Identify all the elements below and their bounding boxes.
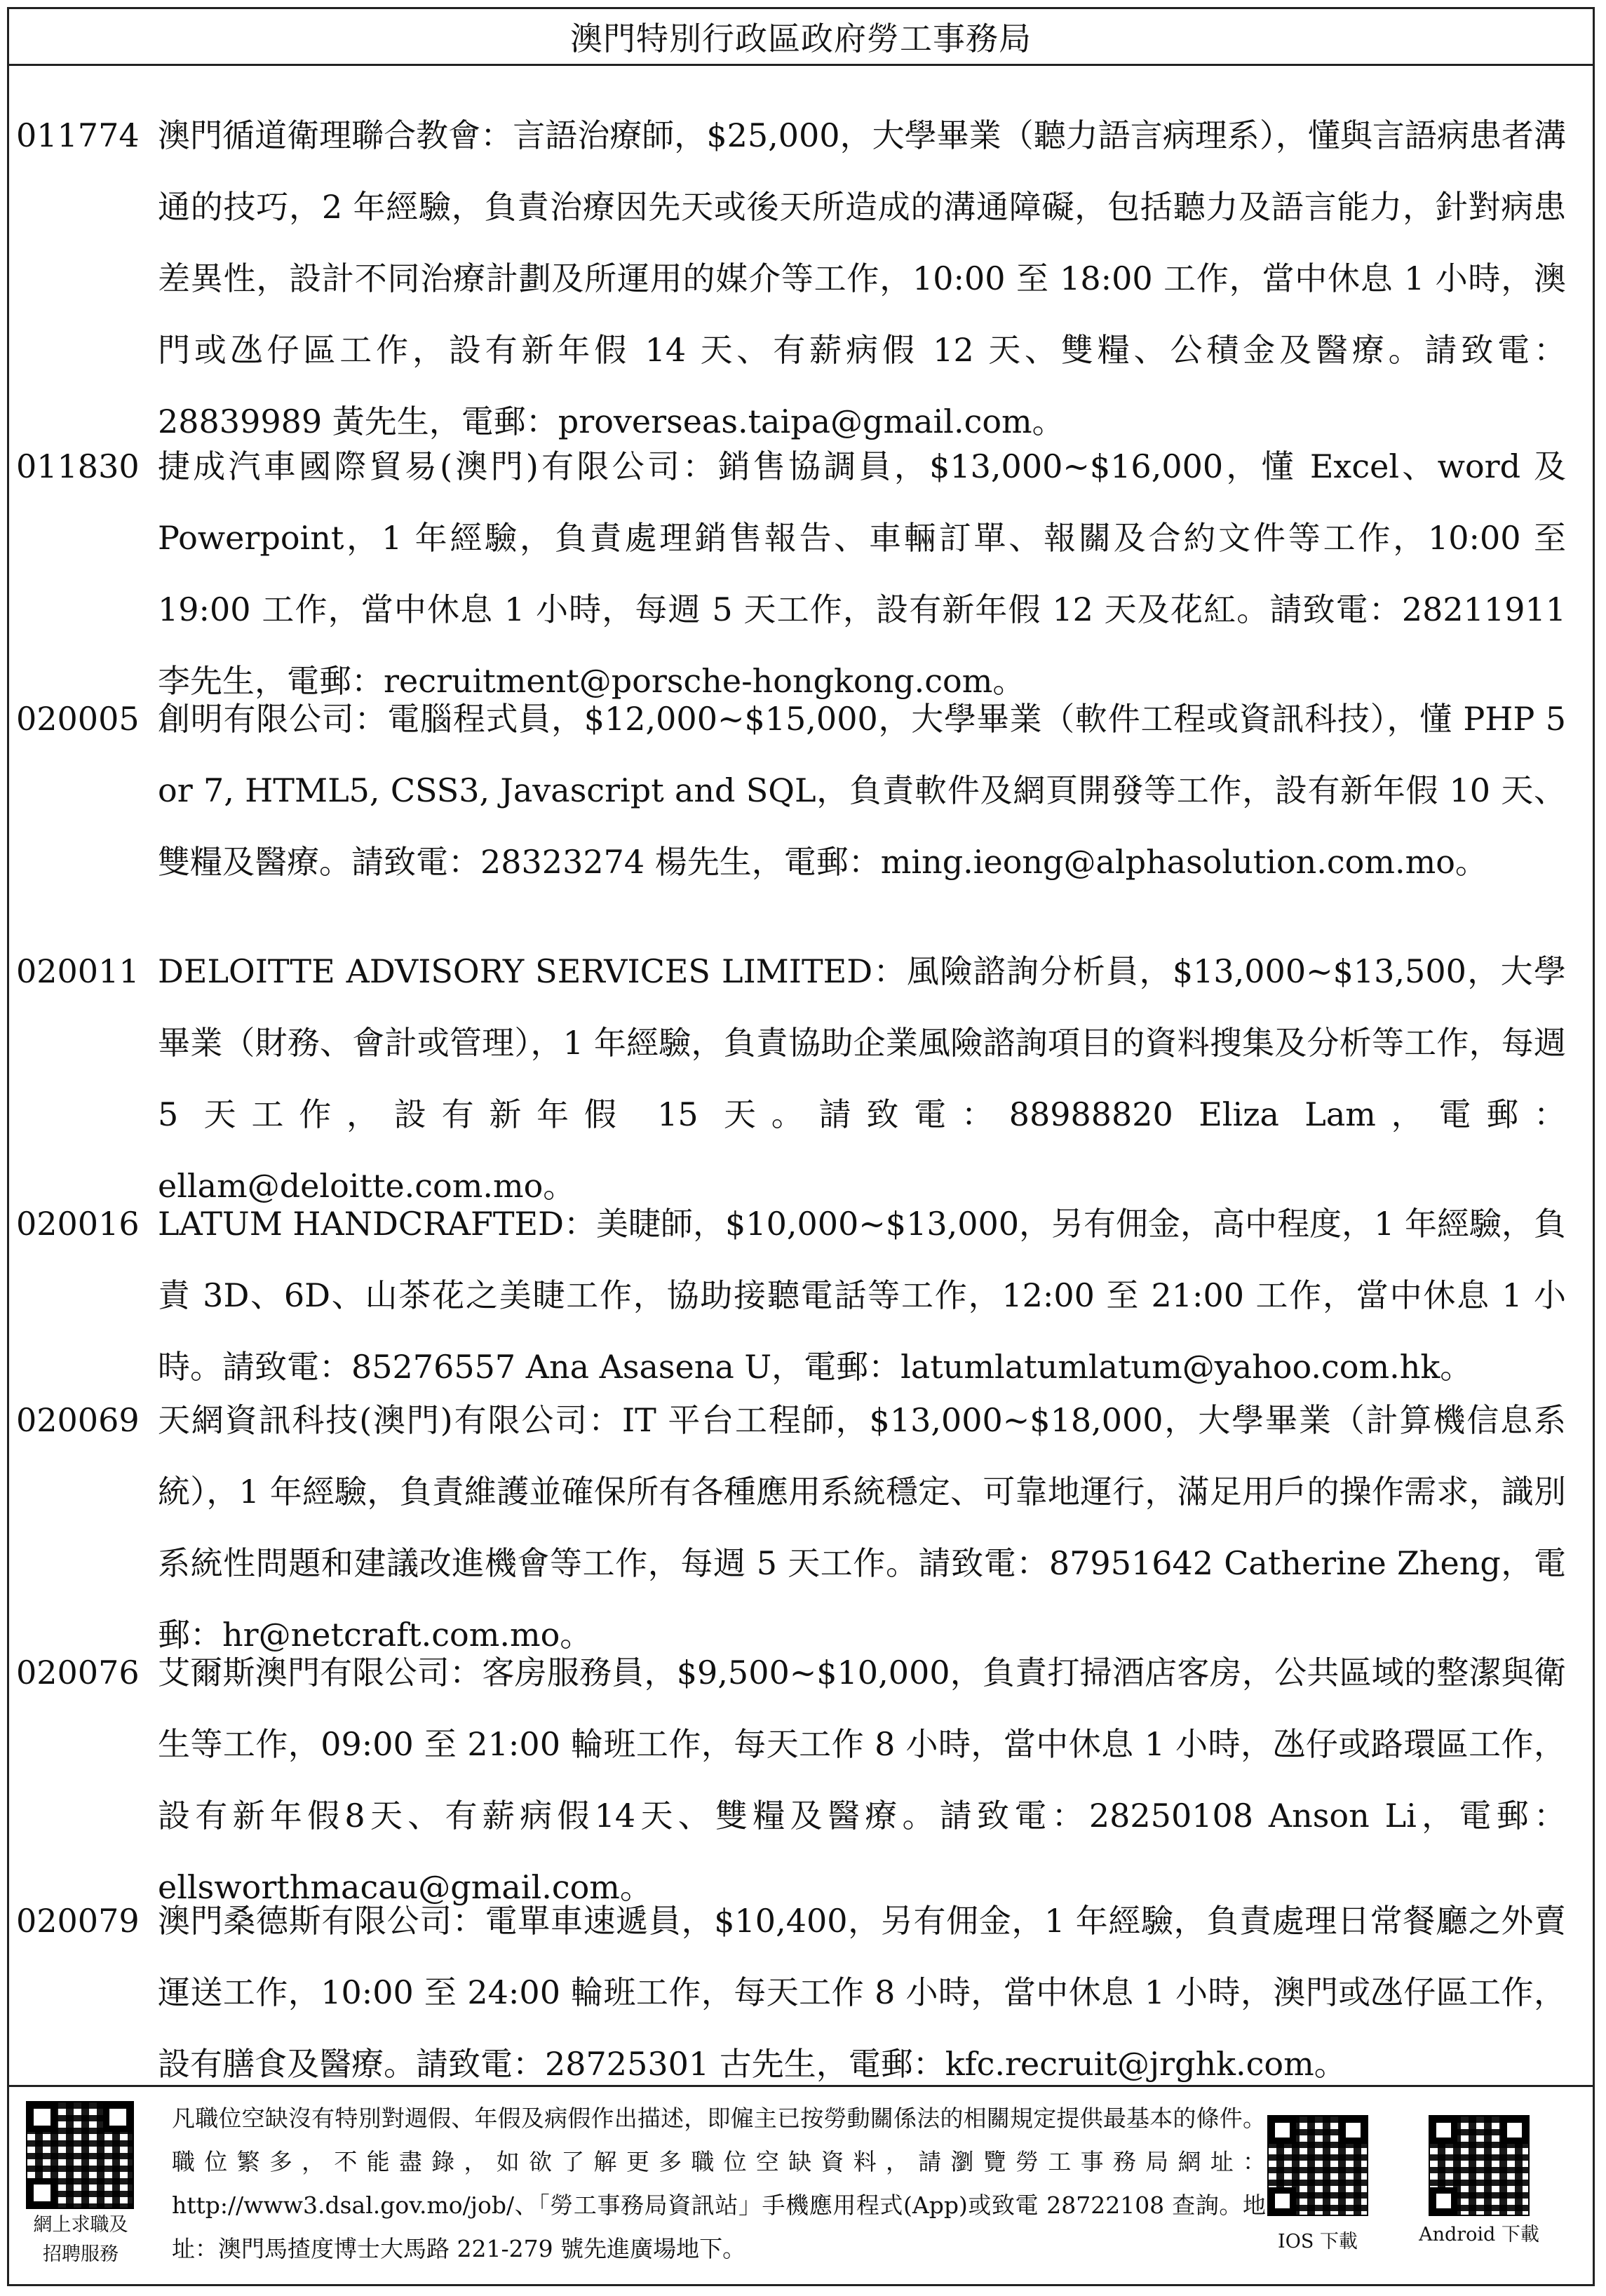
listing-text: 創明有限公司：電腦程式員，$12,000~$15,000，大學畢業（軟件工程或資訊科技），懂 PHP 5 or 7, HTML5, CSS3, Javascript and SQL，負責軟件及網頁開發等工作，設有新年假 10 天、雙糧及醫療。請致電：28323274 楊先生，電郵：ming.ieong@alphasolution.com.mo。 [158, 700, 1566, 881]
qr-left-caption-line-2: 招聘服務 [43, 2243, 119, 2265]
android-download-caption: Android 下載 [1419, 2224, 1539, 2246]
job-listings-page [7, 7, 1595, 2286]
listing-code: 020079 [16, 1902, 140, 1940]
listing-code: 020016 [16, 1205, 140, 1243]
listing-code: 011830 [16, 447, 140, 485]
listing-011830 [9, 431, 1593, 717]
qr-left-caption [16, 2210, 145, 2269]
listing-020076 [9, 1637, 1593, 1923]
page-title: 澳門特別行政區政府勞工事務局 [9, 9, 1593, 66]
ios-qr-code-icon[interactable] [1269, 2116, 1367, 2215]
listing-020016 [9, 1188, 1593, 1403]
listing-text: DELOITTE ADVISORY SERVICES LIMITED：風險諮詢分析員，$13,000~$13,500，大學畢業（財務、會計或管理），1 年經驗，負責協助企業風險諮詢項目的資料搜集及分析等工作，每週 5 天工作，設有新年假 15 天。請致電：88988820 Eliza Lam，電郵：ellam@deloitte.com.mo。 [158, 952, 1566, 1205]
listing-020079 [9, 1885, 1593, 2100]
job-listings [9, 66, 1593, 2084]
listing-text: 艾爾斯澳門有限公司：客房服務員，$9,500~$10,000，負責打掃酒店客房，公共區域的整潔與衛生等工作，09:00 至 21:00 輪班工作，每天工作 8 小時，當中休息 1 小時，氹仔或路環區工作，設有新年假8天、有薪病假14天、雙糧及醫療。請致電：28250108 Anson Li，電郵：ellsworthmacau@gmail.com。 [158, 1654, 1566, 1906]
listing-code: 020069 [16, 1401, 140, 1439]
listing-020005 [9, 683, 1593, 898]
footer-notice: 凡職位空缺沒有特別對週假、年假及病假作出描述，即僱主已按勞動關係法的相關規定提供最基本的條件。職位繁多，不能盡錄，如欲了解更多職位空缺資料，請瀏覽勞工事務局網址：http://www3.dsal.gov.mo/job/、「勞工事務局資訊站」手機應用程式(App)或致電 28722108 查詢。地址：澳門馬揸度博士大馬路 221-279 號先進廣場地下。 [172, 2105, 1266, 2262]
footer [9, 2085, 1593, 2286]
listing-text: 天網資訊科技(澳門)有限公司：IT 平台工程師，$13,000~$18,000，大學畢業（計算機信息系統），1 年經驗，負責維護並確保所有各種應用系統穩定、可靠地運行，滿足用戶的操作需求，識別系統性問題和建議改進機會等工作，每週 5 天工作。請致電：87951642 Catherine Zheng，電郵：hr@netcraft.com.mo。 [158, 1401, 1566, 1654]
listing-text: 澳門循道衛理聯合教會：言語治療師，$25,000，大學畢業（聽力語言病理系），懂與言語病患者溝通的技巧，2 年經驗，負責治療因先天或後天所造成的溝通障礙，包括聽力及語言能力，針對病患差異性，設計不同治療計劃及所運用的媒介等工作，10:00 至 18:00 工作，當中休息 1 小時，澳門或氹仔區工作，設有新年假 14 天、有薪病假 12 天、雙糧、公積金及醫療。請致電：28839989 黃先生，電郵：proverseas.taipa@gmail.com。 [158, 116, 1566, 440]
listing-code: 020005 [16, 700, 140, 738]
listing-text: LATUM HANDCRAFTED：美睫師，$10,000~$13,000，另有佣金，高中程度，1 年經驗，負責 3D、6D、山茶花之美睫工作，協助接聽電話等工作，12:00 至 21:00 工作，當中休息 1 小時。請致電：85276557 Ana Asasena U，電郵：latumlatumlatum@yahoo.com.hk。 [158, 1205, 1566, 1386]
listing-code: 011774 [16, 116, 140, 154]
listing-text: 捷成汽車國際貿易(澳門)有限公司：銷售協調員，$13,000~$16,000，懂 Excel、word 及 Powerpoint，1 年經驗，負責處理銷售報告、車輛訂單、報關及合約文件等工作，10:00 至 19:00 工作，當中休息 1 小時，每週 5 天工作，設有新年假 12 天及花紅。請致電：28211911 李先生，電郵：recruitment@porsche-hongkong.com。 [158, 447, 1566, 700]
ios-download-caption: IOS 下載 [1278, 2231, 1358, 2253]
listing-011774 [9, 100, 1593, 457]
listing-020069 [9, 1384, 1593, 1670]
listing-020011 [9, 936, 1593, 1222]
qr-code-icon[interactable] [27, 2102, 133, 2208]
listing-code: 020011 [16, 952, 140, 990]
android-qr-code-icon[interactable] [1430, 2116, 1528, 2215]
qr-left-caption-line-1: 網上求職及 [33, 2214, 128, 2236]
listing-text: 澳門桑德斯有限公司：電單車速遞員，$10,400，另有佣金，1 年經驗，負責處理日常餐廳之外賣運送工作，10:00 至 24:00 輪班工作，每天工作 8 小時，當中休息 1 小時，澳門或氹仔區工作，設有膳食及醫療。請致電：28725301 古先生，電郵：kfc.recruit@jrghk.com。 [158, 1902, 1566, 2083]
listing-code: 020076 [16, 1654, 140, 1691]
